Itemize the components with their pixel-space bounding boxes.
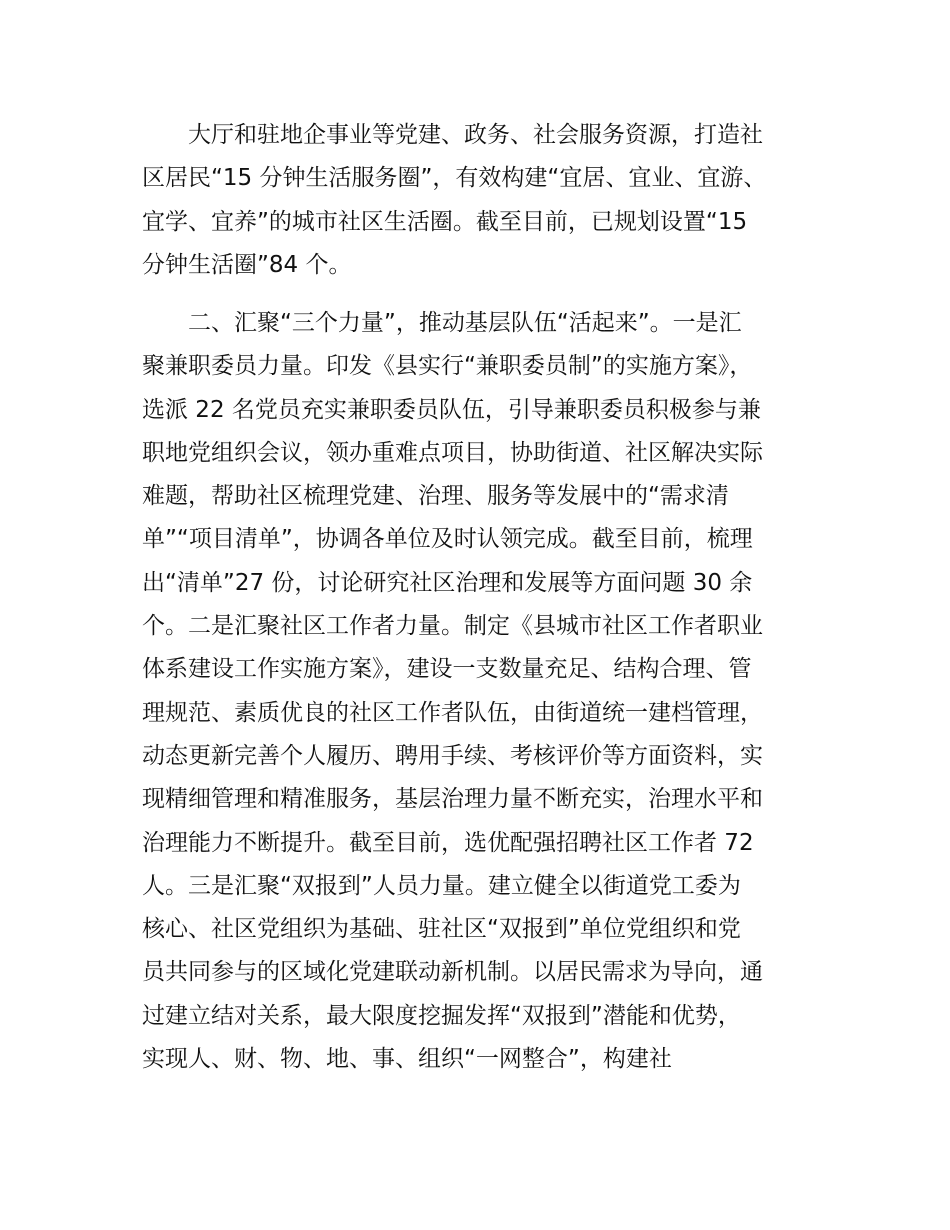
paragraph-line: 分钟生活圈”84 个。 (142, 251, 352, 278)
paragraph-line: 体系建设工作实施方案》，建设一支数量充足、结构合理、管 (142, 656, 752, 683)
paragraph-line: 出“清单”27 份，讨论研究社区治理和发展等方面问题 30 余 (142, 569, 753, 596)
paragraph-line: 单”“项目清单”，协调各单位及时认领完成。截至目前，梳理 (142, 526, 753, 553)
paragraph-line: 宜学、宜养”的城市社区生活圈。截至目前，已规划设置“15 (142, 208, 748, 235)
paragraph-line: 职地党组织会议，领办重难点项目，协助街道、社区解决实际 (142, 439, 763, 466)
paragraph-line: 二、汇聚“三个力量”，推动基层队伍“活起来”。一是汇 (188, 310, 742, 336)
paragraph-line: 动态更新完善个人履历、聘用手续、考核评价等方面资料，实 (142, 742, 763, 769)
paragraph-line: 选派 22 名党员充实兼职委员队伍，引导兼职委员积极参与兼 (142, 396, 761, 423)
paragraph-line: 员共同参与的区域化党建联动新机制。以居民需求为导向，通 (142, 959, 763, 986)
paragraph-2 (142, 302, 832, 1081)
paragraph-line: 区居民“15 分钟生活服务圈”，有效构建“宜居、宜业、宜游、 (142, 165, 767, 192)
paragraph-line: 核心、社区党组织为基础、驻社区“双报到”单位党组织和党 (142, 916, 741, 943)
paragraph-line: 大厅和驻地企事业等党建、政务、社会服务资源，打造社 (188, 122, 763, 148)
paragraph-line: 理规范、素质优良的社区工作者队伍，由街道统一建档管理， (142, 699, 763, 726)
paragraph-line: 个。二是汇聚社区工作者力量。制定《县城市社区工作者职业 (142, 613, 763, 640)
paragraph-line: 治理能力不断提升。截至目前，选优配强招聘社区工作者 72 (142, 829, 754, 856)
paragraph-line: 难题，帮助社区梳理党建、治理、服务等发展中的“需求清 (142, 483, 729, 510)
paragraph-1 (142, 114, 832, 287)
paragraph-line: 过建立结对关系，最大限度挖掘发挥“双报到”潜能和优势， (142, 1002, 741, 1029)
paragraph-line: 实现人、财、物、地、事、组织“一网整合”，构建社 (142, 1046, 672, 1073)
paragraph-line: 现精细管理和精准服务，基层治理力量不断充实，治理水平和 (142, 786, 763, 813)
paragraph-line: 聚兼职委员力量。印发《县实行“兼职委员制”的实施方案》， (142, 353, 753, 380)
paragraph-line: 人。三是汇聚“双报到”人员力量。建立健全以街道党工委为 (142, 872, 741, 899)
